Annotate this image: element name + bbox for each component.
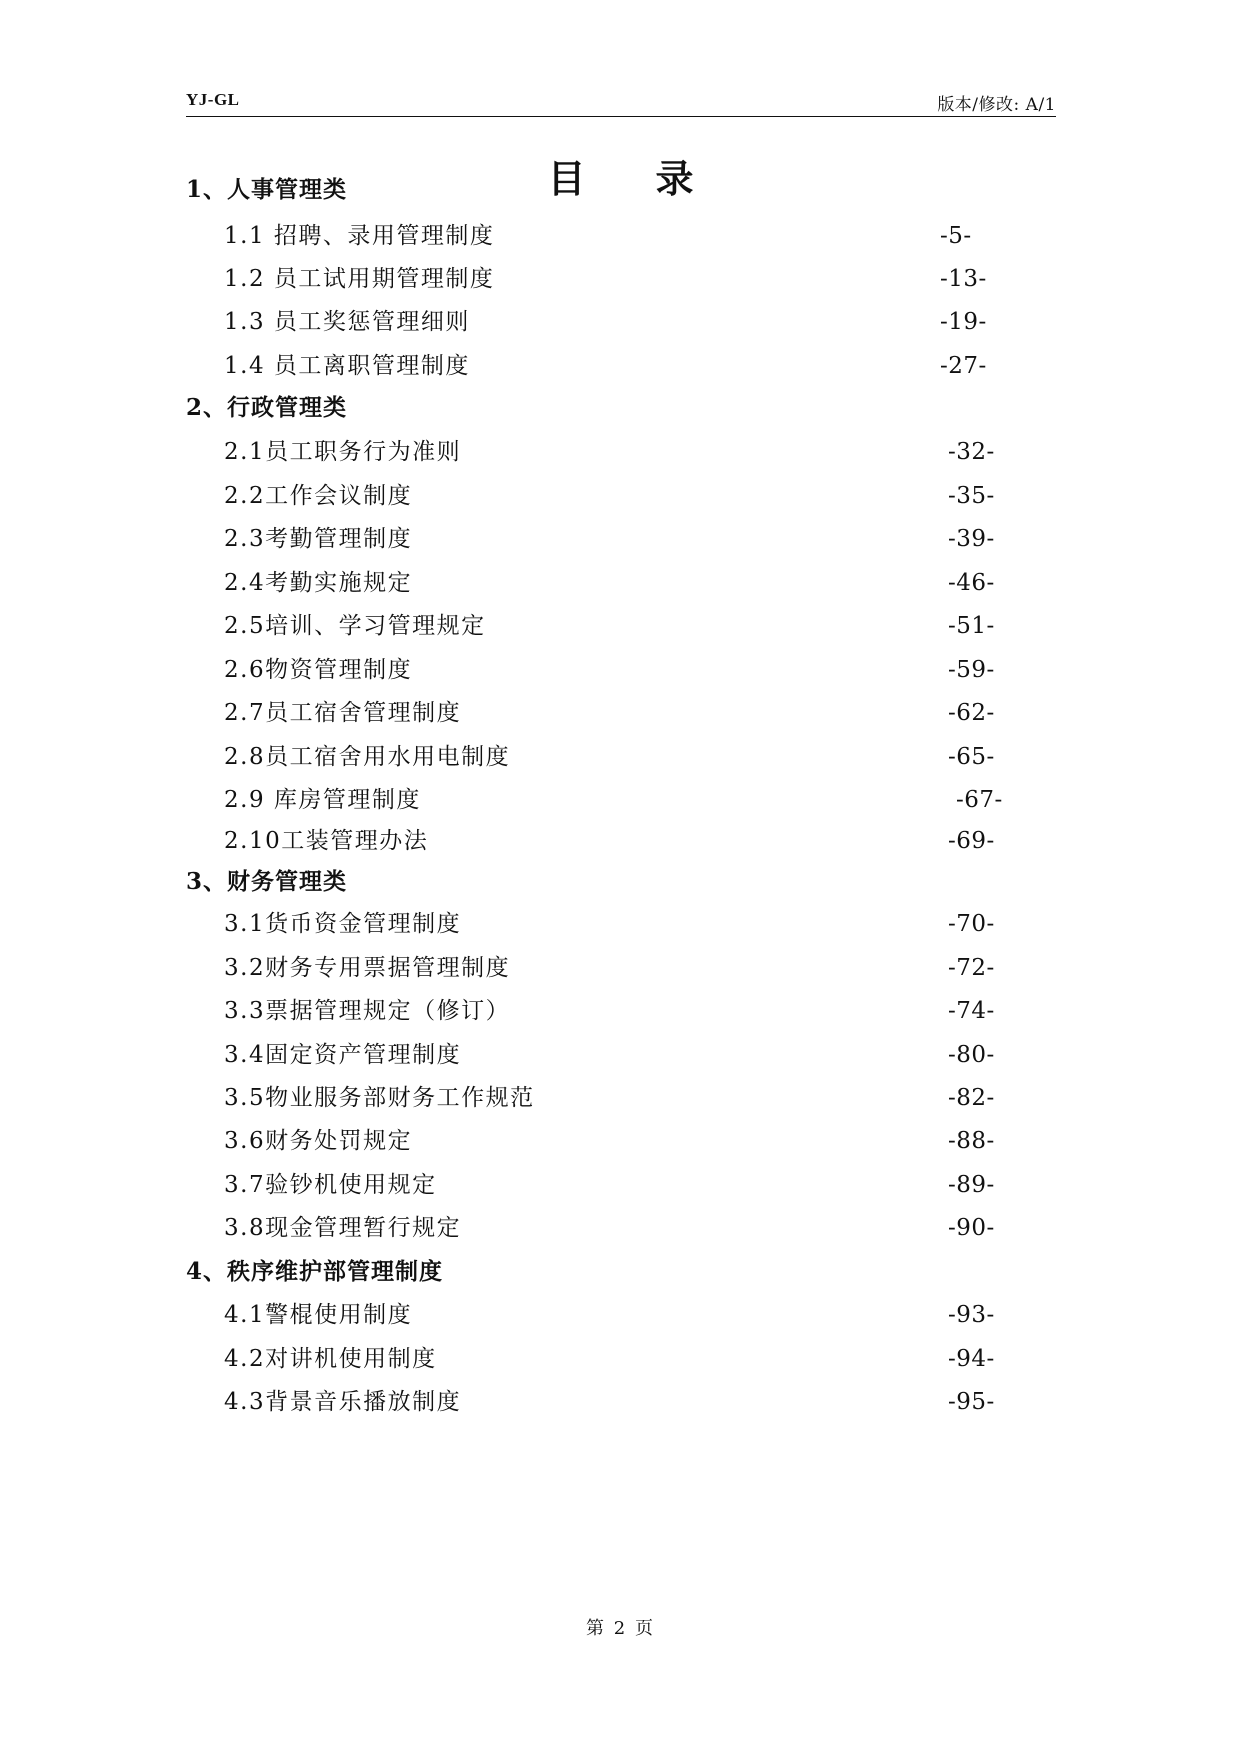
entry-page-number: -62- xyxy=(948,700,995,726)
entry-page-number: -59- xyxy=(948,657,995,683)
toc-entry[interactable] xyxy=(0,780,1241,820)
entry-title: 3.8现金管理暂行规定 xyxy=(224,1215,462,1241)
entry-page-number: -95- xyxy=(948,1389,995,1415)
entry-page-number: -72- xyxy=(948,955,995,981)
toc-entry[interactable] xyxy=(0,948,1241,988)
toc-section xyxy=(0,862,1241,902)
toc-entry[interactable] xyxy=(0,1078,1241,1118)
toc-entry[interactable] xyxy=(0,1382,1241,1422)
entry-page-number: -46- xyxy=(948,570,995,596)
entry-title: 4.1警棍使用制度 xyxy=(224,1302,413,1328)
section-heading: 3、财务管理类 xyxy=(186,868,348,895)
toc-entry[interactable] xyxy=(0,1165,1241,1205)
toc-entry[interactable] xyxy=(0,737,1241,777)
entry-page-number: -94- xyxy=(948,1346,995,1372)
entry-page-number: -13- xyxy=(940,266,987,292)
entry-page-number: -89- xyxy=(948,1172,995,1198)
entry-title: 3.4固定资产管理制度 xyxy=(224,1042,462,1068)
toc-entry[interactable] xyxy=(0,606,1241,646)
toc-entry[interactable] xyxy=(0,1339,1241,1379)
entry-title: 2.3考勤管理制度 xyxy=(224,526,413,552)
toc-entry[interactable] xyxy=(0,1295,1241,1335)
entry-page-number: -82- xyxy=(948,1085,995,1111)
entry-page-number: -70- xyxy=(948,911,995,937)
version-info: 版本/修改: A/1 xyxy=(937,95,1056,115)
entry-page-number: -32- xyxy=(948,439,995,465)
toc-entry[interactable] xyxy=(0,519,1241,559)
entry-page-number: -74- xyxy=(948,998,995,1024)
entry-page-number: -27- xyxy=(940,353,987,379)
page-header xyxy=(186,86,1056,117)
entry-page-number: -67- xyxy=(956,787,1003,813)
entry-page-number: -90- xyxy=(948,1215,995,1241)
entry-title: 3.7验钞机使用规定 xyxy=(224,1172,437,1198)
toc-section xyxy=(0,170,1241,210)
entry-title: 3.5物业服务部财务工作规范 xyxy=(224,1085,535,1111)
toc-entry[interactable] xyxy=(0,904,1241,944)
entry-page-number: -39- xyxy=(948,526,995,552)
toc-entry[interactable] xyxy=(0,216,1241,256)
entry-page-number: -88- xyxy=(948,1128,995,1154)
entry-title: 3.2财务专用票据管理制度 xyxy=(224,955,511,981)
toc-entry[interactable] xyxy=(0,346,1241,386)
entry-page-number: -80- xyxy=(948,1042,995,1068)
toc-entry[interactable] xyxy=(0,650,1241,690)
toc-entry[interactable] xyxy=(0,563,1241,603)
document-code: YJ-GL xyxy=(186,90,240,109)
toc-title: 目录 xyxy=(547,156,764,201)
entry-title: 2.7员工宿舍管理制度 xyxy=(224,700,462,726)
entry-title: 2.10工装管理办法 xyxy=(224,828,429,854)
toc-entry[interactable] xyxy=(0,1035,1241,1075)
entry-page-number: -93- xyxy=(948,1302,995,1328)
toc-entry[interactable] xyxy=(0,302,1241,342)
toc-entry[interactable] xyxy=(0,259,1241,299)
entry-title: 2.1员工职务行为准则 xyxy=(224,439,462,465)
entry-title: 2.4考勤实施规定 xyxy=(224,570,413,596)
entry-title: 1.1 招聘、录用管理制度 xyxy=(224,223,495,249)
entry-title: 2.2工作会议制度 xyxy=(224,483,413,509)
page-number: 第 2 页 xyxy=(586,1618,655,1639)
entry-title: 2.5培训、学习管理规定 xyxy=(224,613,486,639)
entry-title: 2.6物资管理制度 xyxy=(224,657,413,683)
entry-page-number: -69- xyxy=(948,828,995,854)
entry-title: 1.2 员工试用期管理制度 xyxy=(224,266,495,292)
entry-title: 3.1货币资金管理制度 xyxy=(224,911,462,937)
entry-title: 4.3背景音乐播放制度 xyxy=(224,1389,462,1415)
entry-title: 4.2对讲机使用制度 xyxy=(224,1346,437,1372)
section-heading: 4、秩序维护部管理制度 xyxy=(186,1258,444,1285)
entry-page-number: -35- xyxy=(948,483,995,509)
entry-title: 2.9 库房管理制度 xyxy=(224,787,421,813)
section-heading: 2、行政管理类 xyxy=(186,394,348,421)
toc-entry[interactable] xyxy=(0,432,1241,472)
entry-title: 1.3 员工奖惩管理细则 xyxy=(224,309,470,335)
entry-title: 3.3票据管理规定（修订） xyxy=(224,998,511,1024)
entry-page-number: -65- xyxy=(948,744,995,770)
entry-title: 1.4 员工离职管理制度 xyxy=(224,353,470,379)
toc-entry[interactable] xyxy=(0,991,1241,1031)
entry-page-number: -51- xyxy=(948,613,995,639)
toc-section xyxy=(0,1252,1241,1292)
toc-entry[interactable] xyxy=(0,821,1241,861)
entry-title: 3.6财务处罚规定 xyxy=(224,1128,413,1154)
toc-entry[interactable] xyxy=(0,1121,1241,1161)
section-heading: 1、人事管理类 xyxy=(186,176,348,203)
entry-page-number: -5- xyxy=(940,223,972,249)
toc-section xyxy=(0,388,1241,428)
toc-entry[interactable] xyxy=(0,1208,1241,1248)
entry-page-number: -19- xyxy=(940,309,987,335)
entry-title: 2.8员工宿舍用水用电制度 xyxy=(224,744,511,770)
toc-entry[interactable] xyxy=(0,693,1241,733)
toc-entry[interactable] xyxy=(0,476,1241,516)
